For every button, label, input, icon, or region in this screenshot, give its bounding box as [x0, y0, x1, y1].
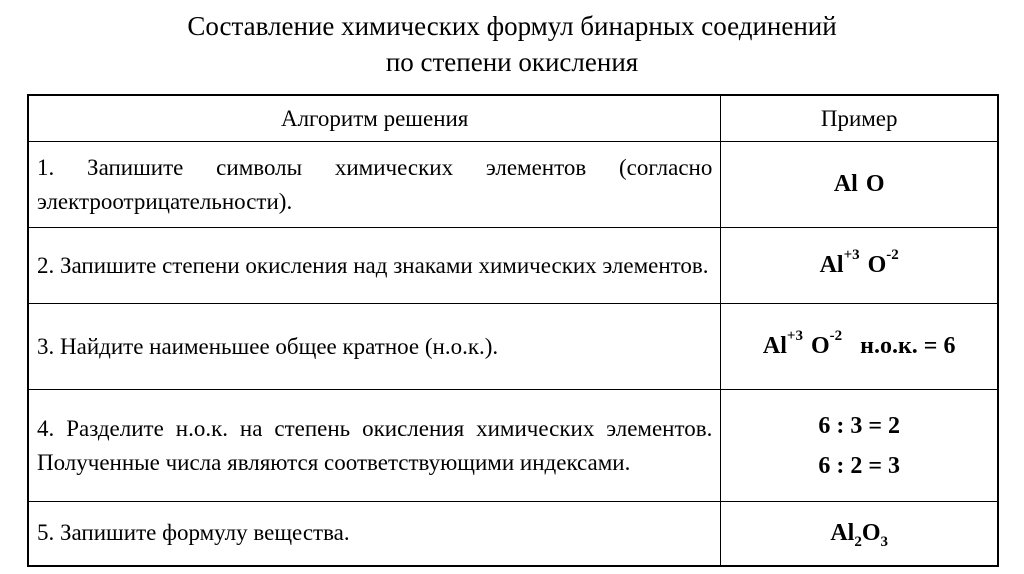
step-text: 5. Запишите формулу вещества.	[28, 502, 721, 566]
formula-index: 3	[880, 533, 889, 550]
example-cell	[721, 304, 998, 390]
header-algorithm: Алгоритм решения	[28, 95, 721, 142]
lcm-value: н.о.к. = 6	[860, 333, 956, 359]
table-row	[28, 304, 998, 390]
element-symbol: Al	[830, 519, 855, 546]
title-line-1: Составление химических формул бинарных соединений	[187, 11, 837, 41]
table-row	[28, 142, 998, 228]
step-text: 3. Найдите наименьшее общее кратное (н.о.к.).	[28, 304, 721, 390]
example-cell	[721, 228, 998, 304]
header-example: Пример	[721, 95, 998, 142]
oxidation-state: -2	[886, 247, 899, 263]
step-text: 1. Запишите символы химических элементов (согласно электроотрицательности).	[28, 142, 721, 228]
example-cell	[721, 502, 998, 566]
element-symbol: Al	[762, 333, 787, 359]
step-text: 4. Разделите н.о.к. на степень окисления химических элементов. Полученные числа являются соответствующими индексами.	[28, 390, 721, 502]
table-row	[28, 390, 998, 502]
element-symbol: O	[861, 519, 881, 546]
element-symbol: O	[867, 252, 887, 278]
table-header-row	[28, 95, 998, 142]
division-line: 6 : 2 = 3	[818, 452, 901, 479]
table-row	[28, 502, 998, 566]
step-text: 2. Запишите степени окисления над знаками химических элементов.	[28, 228, 721, 304]
example-cell	[721, 142, 998, 228]
element-symbol: O	[865, 171, 885, 197]
algorithm-table	[27, 94, 999, 567]
element-symbol: O	[810, 333, 830, 359]
element-symbol: Al	[819, 252, 844, 278]
element-symbol: Al	[833, 171, 858, 197]
oxidation-state: +3	[786, 328, 803, 344]
oxidation-state: +3	[843, 247, 860, 263]
division-line: 6 : 3 = 2	[818, 412, 901, 439]
formula-index: 2	[854, 533, 862, 550]
example-cell	[721, 390, 998, 502]
table-row	[28, 228, 998, 304]
page-title	[0, 8, 1024, 80]
oxidation-state: -2	[829, 328, 843, 344]
title-line-2: по степени окисления	[385, 47, 639, 77]
